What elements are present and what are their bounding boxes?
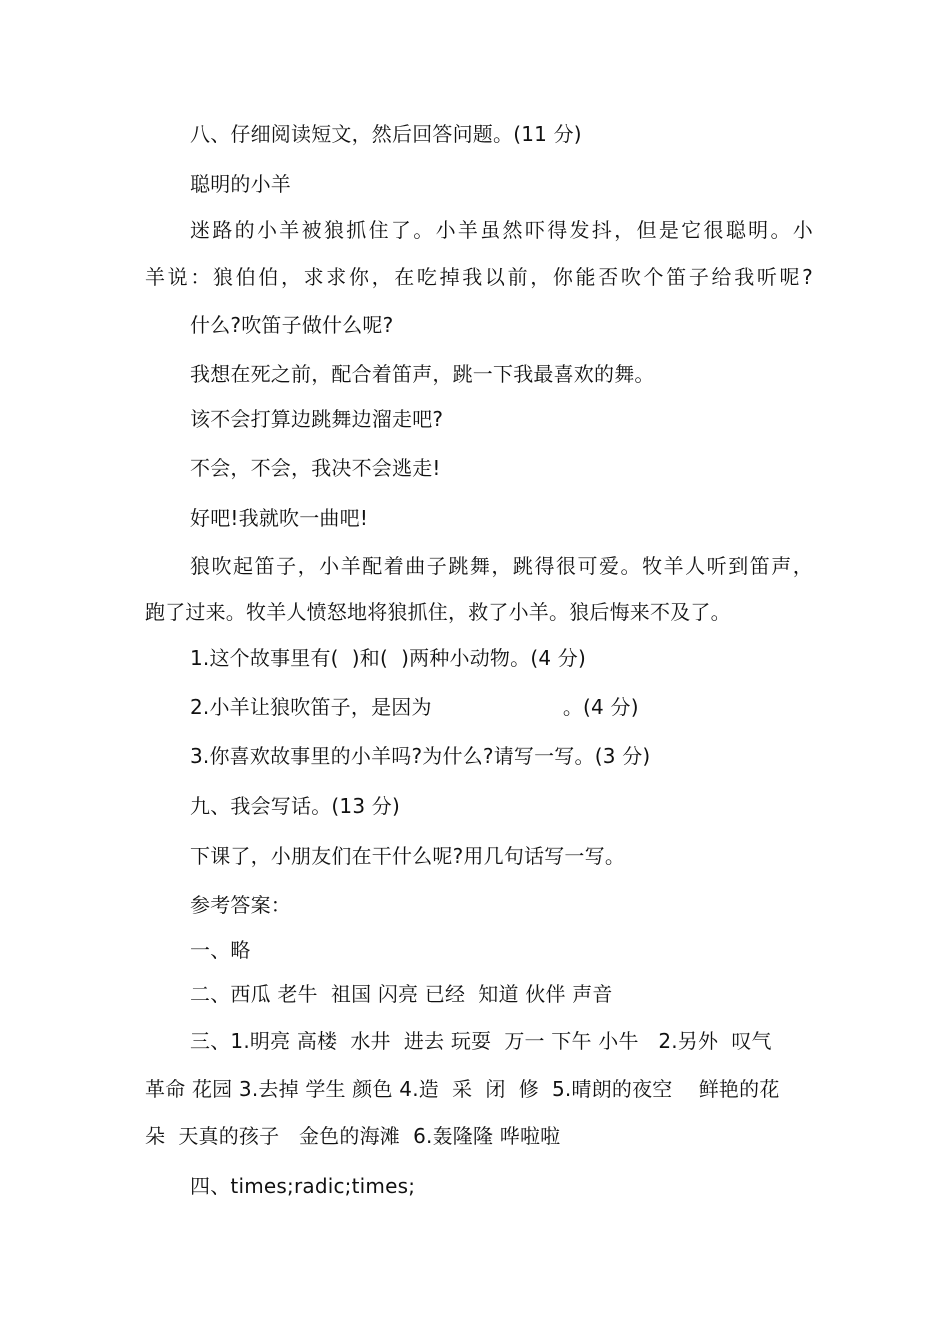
story-paragraph-line: 羊说：狼伯伯，求求你，在吃掉我以前，你能否吹个笛子给我听呢? xyxy=(145,265,813,289)
answer-three-line: 革命 花园 3.去掉 学生 颜色 4.造 采 闭 修 5.晴朗的夜空 鲜艳的花 xyxy=(145,1077,780,1101)
answer-four: 四、times;radic;times; xyxy=(190,1174,416,1198)
story-paragraph-line: 狼吹起笛子，小羊配着曲子跳舞，跳得很可爱。牧羊人听到笛声， xyxy=(190,554,813,578)
question-3: 3.你喜欢故事里的小羊吗?为什么?请写一写。(3 分) xyxy=(190,744,651,768)
story-paragraph-line: 跑了过来。牧羊人愤怒地将狼抓住，救了小羊。狼后悔来不及了。 xyxy=(145,600,731,624)
story-dialogue-line: 我想在死之前，配合着笛声，跳一下我最喜欢的舞。 xyxy=(190,362,655,386)
section-eight-heading: 八、仔细阅读短文，然后回答问题。(11 分) xyxy=(190,122,582,146)
answer-one: 一、略 xyxy=(190,938,251,962)
answer-three-line: 朵 天真的孩子 金色的海滩 6.轰隆隆 哗啦啦 xyxy=(145,1124,561,1148)
story-dialogue-line: 什么?吹笛子做什么呢? xyxy=(190,313,394,337)
story-paragraph-line: 迷路的小羊被狼抓住了。小羊虽然吓得发抖，但是它很聪明。小 xyxy=(190,218,813,242)
answer-two: 二、西瓜 老牛 祖国 闪亮 已经 知道 伙伴 声音 xyxy=(190,982,613,1006)
section-nine-heading: 九、我会写话。(13 分) xyxy=(190,794,401,818)
writing-prompt: 下课了，小朋友们在干什么呢?用几句话写一写。 xyxy=(190,844,626,868)
question-2: 2.小羊让狼吹笛子，是因为 。(4 分) xyxy=(190,695,639,719)
story-dialogue-line: 好吧!我就吹一曲吧! xyxy=(190,506,369,530)
story-dialogue-line: 该不会打算边跳舞边溜走吧? xyxy=(190,407,444,431)
answer-key-heading: 参考答案： xyxy=(190,893,291,917)
answer-three-line: 三、1.明亮 高楼 水井 进去 玩耍 万一 下午 小牛 2.另外 叹气 xyxy=(190,1029,772,1053)
story-dialogue-line: 不会，不会，我决不会逃走! xyxy=(190,456,441,480)
question-1: 1.这个故事里有( )和( )两种小动物。(4 分) xyxy=(190,646,587,670)
story-title: 聪明的小羊 xyxy=(190,172,291,196)
